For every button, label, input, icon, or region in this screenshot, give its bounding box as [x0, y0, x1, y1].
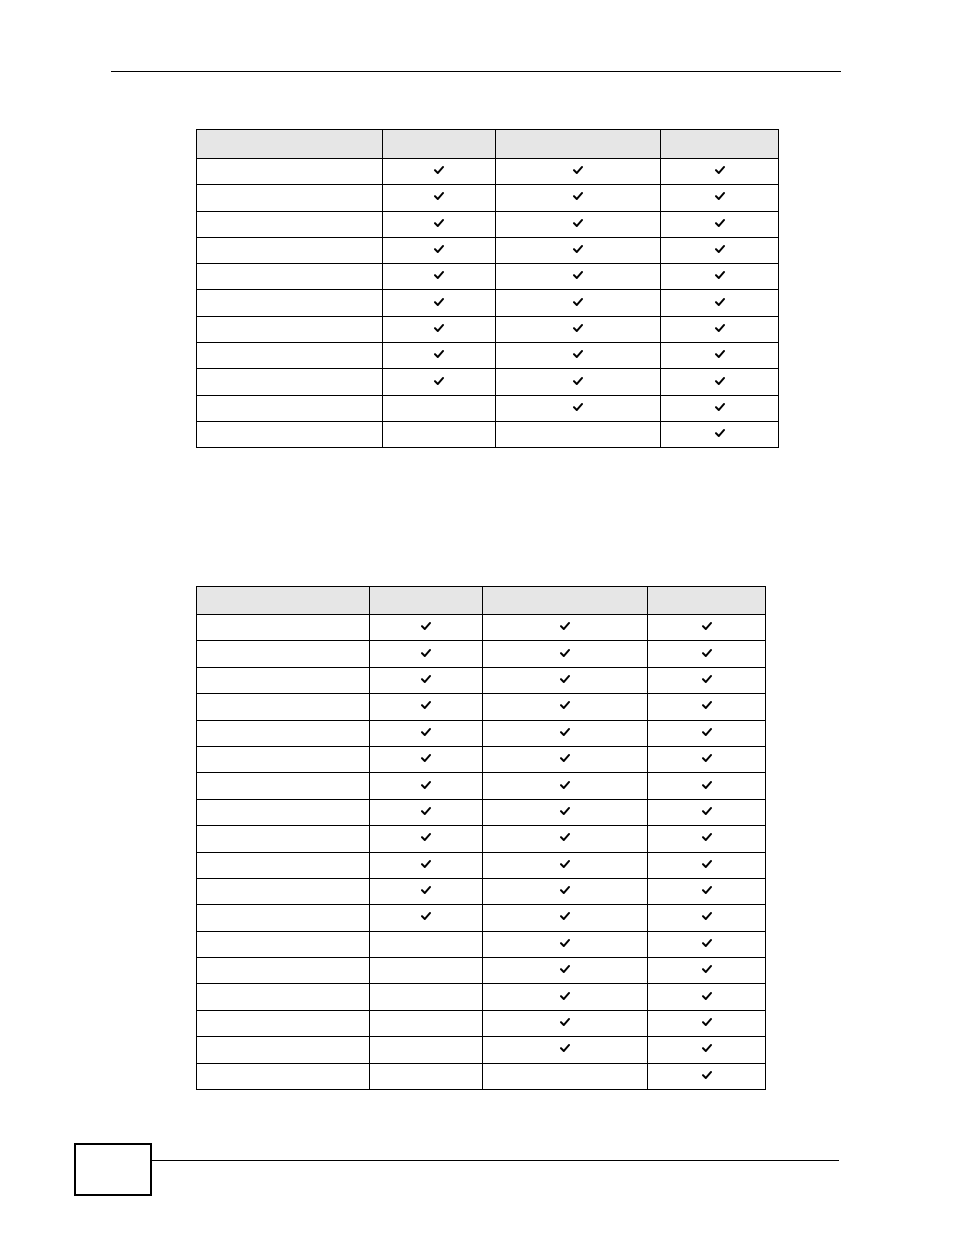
support-cell: [496, 343, 661, 369]
row-label-cell: [197, 185, 383, 211]
support-cell: [370, 931, 483, 957]
support-cell: [483, 667, 648, 693]
checkmark-icon: [715, 323, 725, 333]
checkmark-icon: [702, 806, 712, 816]
support-cell: [661, 290, 779, 316]
checkmark-icon: [715, 428, 725, 438]
table-row: [197, 852, 766, 878]
support-cell: [483, 1010, 648, 1036]
checkmark-icon: [702, 832, 712, 842]
support-cell: [483, 641, 648, 667]
column-header: [197, 130, 383, 159]
table-row: [197, 641, 766, 667]
support-cell: [496, 395, 661, 421]
support-cell: [496, 159, 661, 185]
row-label-cell: [197, 931, 370, 957]
checkmark-icon: [573, 297, 583, 307]
support-cell: [483, 720, 648, 746]
support-cell: [483, 1037, 648, 1063]
checkmark-icon: [573, 376, 583, 386]
row-label-cell: [197, 159, 383, 185]
checkmark-icon: [560, 621, 570, 631]
support-cell: [496, 369, 661, 395]
table-row: [197, 984, 766, 1010]
support-cell: [483, 773, 648, 799]
table-row: [197, 395, 779, 421]
row-label-cell: [197, 421, 383, 447]
support-cell: [483, 615, 648, 641]
row-label-cell: [197, 799, 370, 825]
support-cell: [648, 667, 766, 693]
checkmark-icon: [702, 753, 712, 763]
support-cell: [661, 369, 779, 395]
support-cell: [648, 984, 766, 1010]
checkmark-icon: [421, 780, 431, 790]
checkmark-icon: [573, 244, 583, 254]
checkmark-icon: [573, 270, 583, 280]
support-cell: [661, 159, 779, 185]
checkmark-icon: [560, 674, 570, 684]
checkmark-icon: [702, 674, 712, 684]
row-label-cell: [197, 852, 370, 878]
checkmark-icon: [560, 753, 570, 763]
support-cell: [370, 1010, 483, 1036]
checkmark-icon: [421, 727, 431, 737]
support-cell: [383, 185, 496, 211]
table-row: [197, 905, 766, 931]
table-row: [197, 615, 766, 641]
checkmark-icon: [421, 859, 431, 869]
support-cell: [370, 878, 483, 904]
table-row: [197, 878, 766, 904]
support-cell: [496, 316, 661, 342]
table-row: [197, 185, 779, 211]
support-cell: [648, 878, 766, 904]
checkmark-icon: [573, 165, 583, 175]
row-label-cell: [197, 1010, 370, 1036]
support-cell: [496, 264, 661, 290]
checkmark-icon: [434, 297, 444, 307]
support-cell: [370, 905, 483, 931]
support-cell: [383, 159, 496, 185]
support-cell: [370, 799, 483, 825]
support-cell: [648, 852, 766, 878]
support-cell: [383, 421, 496, 447]
table-row: [197, 264, 779, 290]
row-label-cell: [197, 237, 383, 263]
checkmark-icon: [560, 991, 570, 1001]
checkmark-icon: [434, 244, 444, 254]
row-label-cell: [197, 667, 370, 693]
support-cell: [483, 746, 648, 772]
support-cell: [483, 984, 648, 1010]
checkmark-icon: [715, 270, 725, 280]
support-cell: [370, 984, 483, 1010]
table-row: [197, 343, 779, 369]
row-label-cell: [197, 615, 370, 641]
checkmark-icon: [715, 191, 725, 201]
support-cell: [496, 211, 661, 237]
support-cell: [370, 773, 483, 799]
checkmark-icon: [560, 938, 570, 948]
support-cell: [370, 826, 483, 852]
row-label-cell: [197, 773, 370, 799]
support-cell: [383, 343, 496, 369]
checkmark-icon: [715, 349, 725, 359]
checkmark-icon: [560, 1017, 570, 1027]
checkmark-icon: [560, 648, 570, 658]
checkmark-icon: [560, 727, 570, 737]
support-cell: [370, 641, 483, 667]
column-header: [383, 130, 496, 159]
checkmark-icon: [434, 218, 444, 228]
checkmark-icon: [421, 621, 431, 631]
row-label-cell: [197, 343, 383, 369]
row-label-cell: [197, 290, 383, 316]
support-cell: [661, 264, 779, 290]
checkmark-icon: [434, 376, 444, 386]
support-cell: [661, 237, 779, 263]
row-label-cell: [197, 694, 370, 720]
table-row: [197, 369, 779, 395]
support-cell: [383, 316, 496, 342]
support-cell: [648, 1037, 766, 1063]
support-cell: [648, 720, 766, 746]
support-cell: [648, 694, 766, 720]
checkmark-icon: [702, 1017, 712, 1027]
support-cell: [661, 211, 779, 237]
support-cell: [496, 290, 661, 316]
checkmark-icon: [560, 780, 570, 790]
support-cell: [496, 421, 661, 447]
page-number-box: [74, 1143, 152, 1196]
table-row: [197, 1037, 766, 1063]
checkmark-icon: [702, 885, 712, 895]
support-cell: [648, 958, 766, 984]
column-header: [648, 587, 766, 615]
table-row: [197, 421, 779, 447]
table-row: [197, 1010, 766, 1036]
column-header: [197, 587, 370, 615]
support-cell: [370, 1063, 483, 1089]
support-cell: [661, 185, 779, 211]
table-header-row: [197, 587, 766, 615]
support-cell: [383, 237, 496, 263]
checkmark-icon: [702, 700, 712, 710]
support-cell: [370, 1037, 483, 1063]
row-label-cell: [197, 211, 383, 237]
support-cell: [648, 799, 766, 825]
support-cell: [370, 958, 483, 984]
checkmark-icon: [702, 911, 712, 921]
checkmark-icon: [702, 859, 712, 869]
support-cell: [383, 369, 496, 395]
row-label-cell: [197, 958, 370, 984]
checkmark-icon: [573, 349, 583, 359]
column-header: [370, 587, 483, 615]
checkmark-icon: [421, 700, 431, 710]
checkmark-icon: [573, 191, 583, 201]
support-cell: [648, 931, 766, 957]
table-row: [197, 694, 766, 720]
checkmark-icon: [434, 349, 444, 359]
support-cell: [648, 1010, 766, 1036]
table-row: [197, 290, 779, 316]
checkmark-icon: [715, 297, 725, 307]
support-cell: [496, 185, 661, 211]
row-label-cell: [197, 746, 370, 772]
support-cell: [383, 264, 496, 290]
row-label-cell: [197, 878, 370, 904]
checkmark-icon: [560, 1043, 570, 1053]
table-header-row: [197, 130, 779, 159]
checkmark-icon: [702, 1070, 712, 1080]
table-row: [197, 958, 766, 984]
checkmark-icon: [421, 674, 431, 684]
table-row: [197, 211, 779, 237]
checkmark-icon: [702, 964, 712, 974]
checkmark-icon: [702, 621, 712, 631]
checkmark-icon: [434, 165, 444, 175]
row-label-cell: [197, 905, 370, 931]
header-rule: [111, 71, 841, 72]
table-row: [197, 667, 766, 693]
support-cell: [483, 799, 648, 825]
row-label-cell: [197, 369, 383, 395]
checkmark-icon: [573, 323, 583, 333]
column-header: [483, 587, 648, 615]
feature-table-2: [196, 586, 766, 1090]
checkmark-icon: [560, 964, 570, 974]
row-label-cell: [197, 395, 383, 421]
table-row: [197, 720, 766, 746]
row-label-cell: [197, 984, 370, 1010]
support-cell: [648, 826, 766, 852]
checkmark-icon: [702, 991, 712, 1001]
checkmark-icon: [421, 885, 431, 895]
column-header: [661, 130, 779, 159]
table-row: [197, 773, 766, 799]
checkmark-icon: [702, 727, 712, 737]
support-cell: [648, 746, 766, 772]
row-label-cell: [197, 826, 370, 852]
checkmark-icon: [421, 911, 431, 921]
checkmark-icon: [434, 323, 444, 333]
checkmark-icon: [715, 402, 725, 412]
support-cell: [370, 852, 483, 878]
checkmark-icon: [715, 218, 725, 228]
support-cell: [483, 878, 648, 904]
support-cell: [648, 1063, 766, 1089]
support-cell: [383, 290, 496, 316]
support-cell: [370, 720, 483, 746]
feature-table-1: [196, 129, 779, 448]
checkmark-icon: [560, 911, 570, 921]
support-cell: [483, 694, 648, 720]
table-row: [197, 1063, 766, 1089]
support-cell: [661, 395, 779, 421]
footer-rule: [150, 1160, 839, 1161]
table-row: [197, 159, 779, 185]
table-row: [197, 799, 766, 825]
support-cell: [483, 1063, 648, 1089]
row-label-cell: [197, 641, 370, 667]
table-row: [197, 746, 766, 772]
checkmark-icon: [421, 832, 431, 842]
support-cell: [383, 395, 496, 421]
support-cell: [483, 826, 648, 852]
row-label-cell: [197, 1037, 370, 1063]
table-row: [197, 237, 779, 263]
checkmark-icon: [421, 753, 431, 763]
checkmark-icon: [434, 191, 444, 201]
checkmark-icon: [702, 1043, 712, 1053]
checkmark-icon: [560, 806, 570, 816]
checkmark-icon: [715, 244, 725, 254]
table-row: [197, 316, 779, 342]
support-cell: [370, 694, 483, 720]
checkmark-icon: [560, 885, 570, 895]
column-header: [496, 130, 661, 159]
table-row: [197, 826, 766, 852]
support-cell: [661, 421, 779, 447]
support-cell: [483, 958, 648, 984]
support-cell: [648, 773, 766, 799]
support-cell: [370, 667, 483, 693]
checkmark-icon: [573, 402, 583, 412]
support-cell: [661, 343, 779, 369]
checkmark-icon: [702, 648, 712, 658]
row-label-cell: [197, 316, 383, 342]
support-cell: [383, 211, 496, 237]
checkmark-icon: [715, 165, 725, 175]
row-label-cell: [197, 264, 383, 290]
table-row: [197, 931, 766, 957]
checkmark-icon: [573, 218, 583, 228]
checkmark-icon: [560, 700, 570, 710]
support-cell: [648, 641, 766, 667]
support-cell: [648, 615, 766, 641]
checkmark-icon: [715, 376, 725, 386]
support-cell: [648, 905, 766, 931]
row-label-cell: [197, 720, 370, 746]
checkmark-icon: [434, 270, 444, 280]
row-label-cell: [197, 1063, 370, 1089]
checkmark-icon: [560, 859, 570, 869]
checkmark-icon: [702, 780, 712, 790]
checkmark-icon: [421, 806, 431, 816]
support-cell: [496, 237, 661, 263]
support-cell: [370, 615, 483, 641]
support-cell: [661, 316, 779, 342]
support-cell: [483, 905, 648, 931]
checkmark-icon: [421, 648, 431, 658]
checkmark-icon: [702, 938, 712, 948]
checkmark-icon: [560, 832, 570, 842]
support-cell: [483, 931, 648, 957]
support-cell: [370, 746, 483, 772]
support-cell: [483, 852, 648, 878]
